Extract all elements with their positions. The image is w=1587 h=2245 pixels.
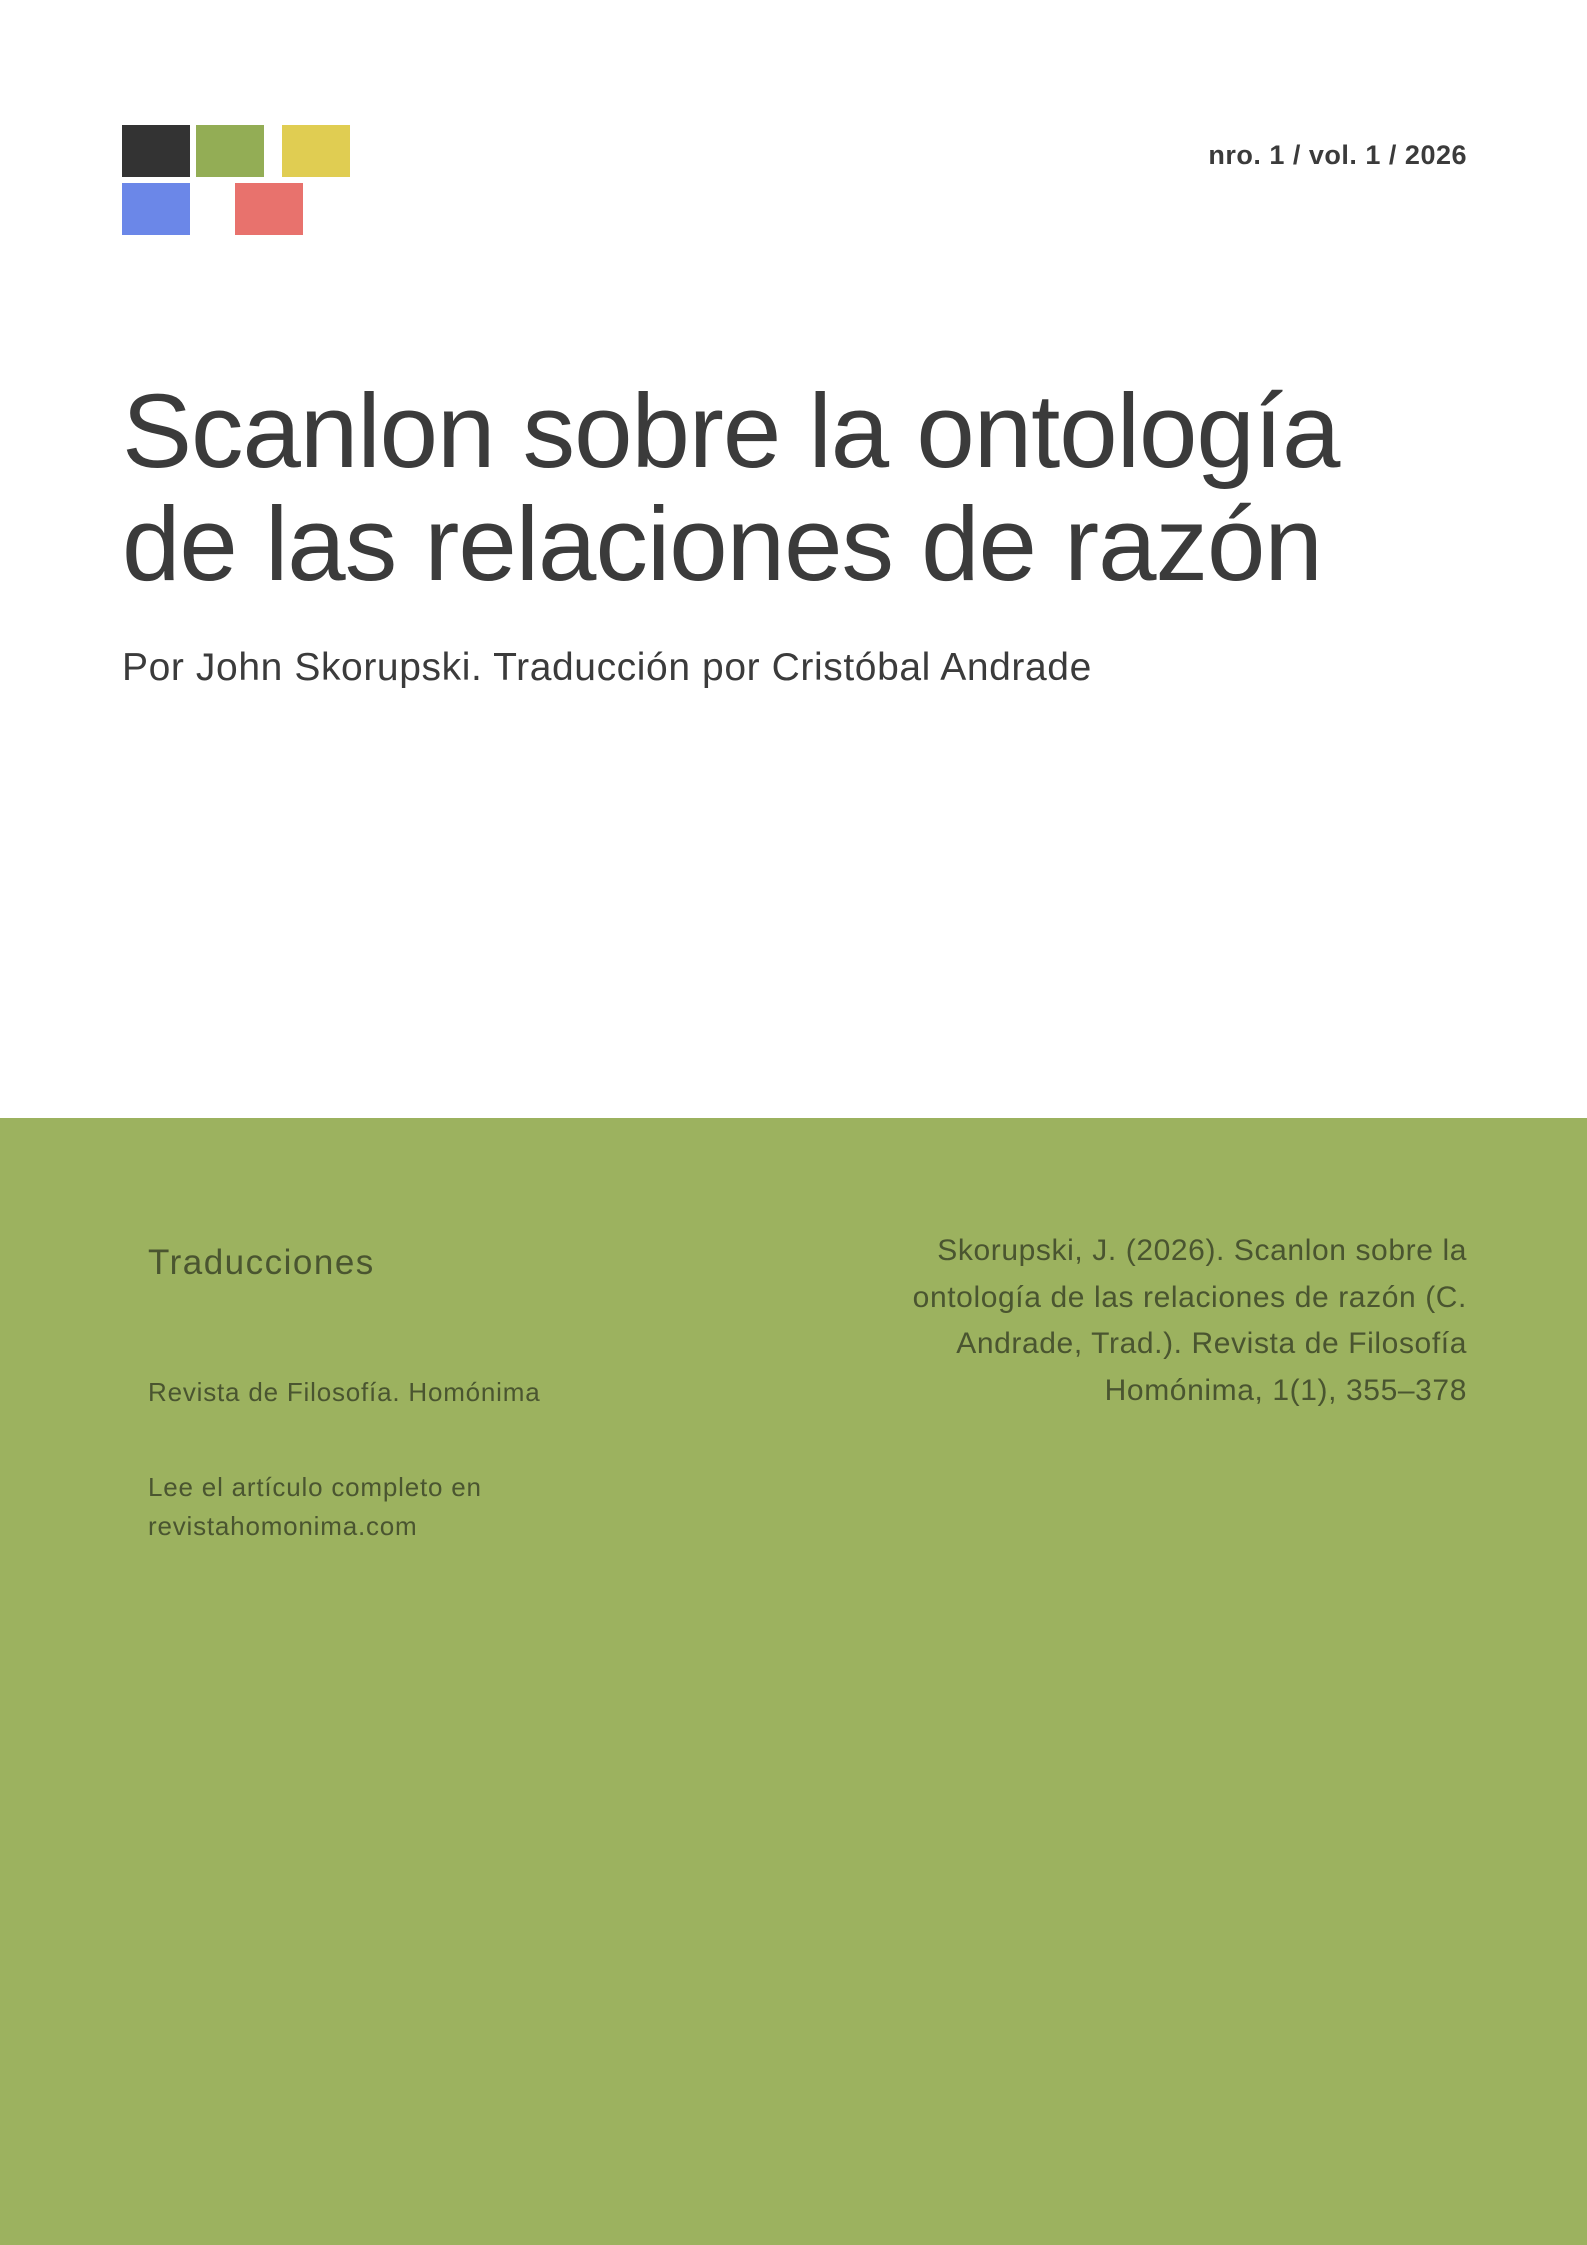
section-heading: Traducciones (148, 1243, 375, 1282)
logo-square-dark-icon (122, 125, 190, 177)
title-block (122, 375, 1472, 694)
info-panel (0, 1118, 1587, 2245)
info-panel-right-column (867, 1228, 1467, 1414)
issue-volume-year: nro. 1 / vol. 1 / 2026 (1208, 140, 1467, 170)
author-byline: Por John Skorupski. Traducción por Cristóbal Andrade (122, 645, 1092, 689)
logo-square-green-icon (196, 125, 264, 177)
page-header (0, 110, 1587, 250)
logo-square-blue-icon (122, 183, 190, 235)
journal-logo (122, 125, 350, 235)
read-full-article-link[interactable]: Lee el artículo completo en revistahomonima.com (148, 1472, 482, 1541)
citation-text: Skorupski, J. (2026). Scanlon sobre la ontología de las relaciones de razón (C. Andrade, Trad.). Revista de Filosofía Homónima, 1(1), 355–378 (912, 1234, 1467, 1407)
page-title: Scanlon sobre la ontología de las relaciones de razón (122, 373, 1340, 604)
journal-name: Revista de Filosofía. Homónima (148, 1377, 541, 1407)
logo-square-yellow-icon (282, 125, 350, 177)
info-panel-left-column (148, 1243, 768, 1546)
logo-square-red-icon (235, 183, 303, 235)
